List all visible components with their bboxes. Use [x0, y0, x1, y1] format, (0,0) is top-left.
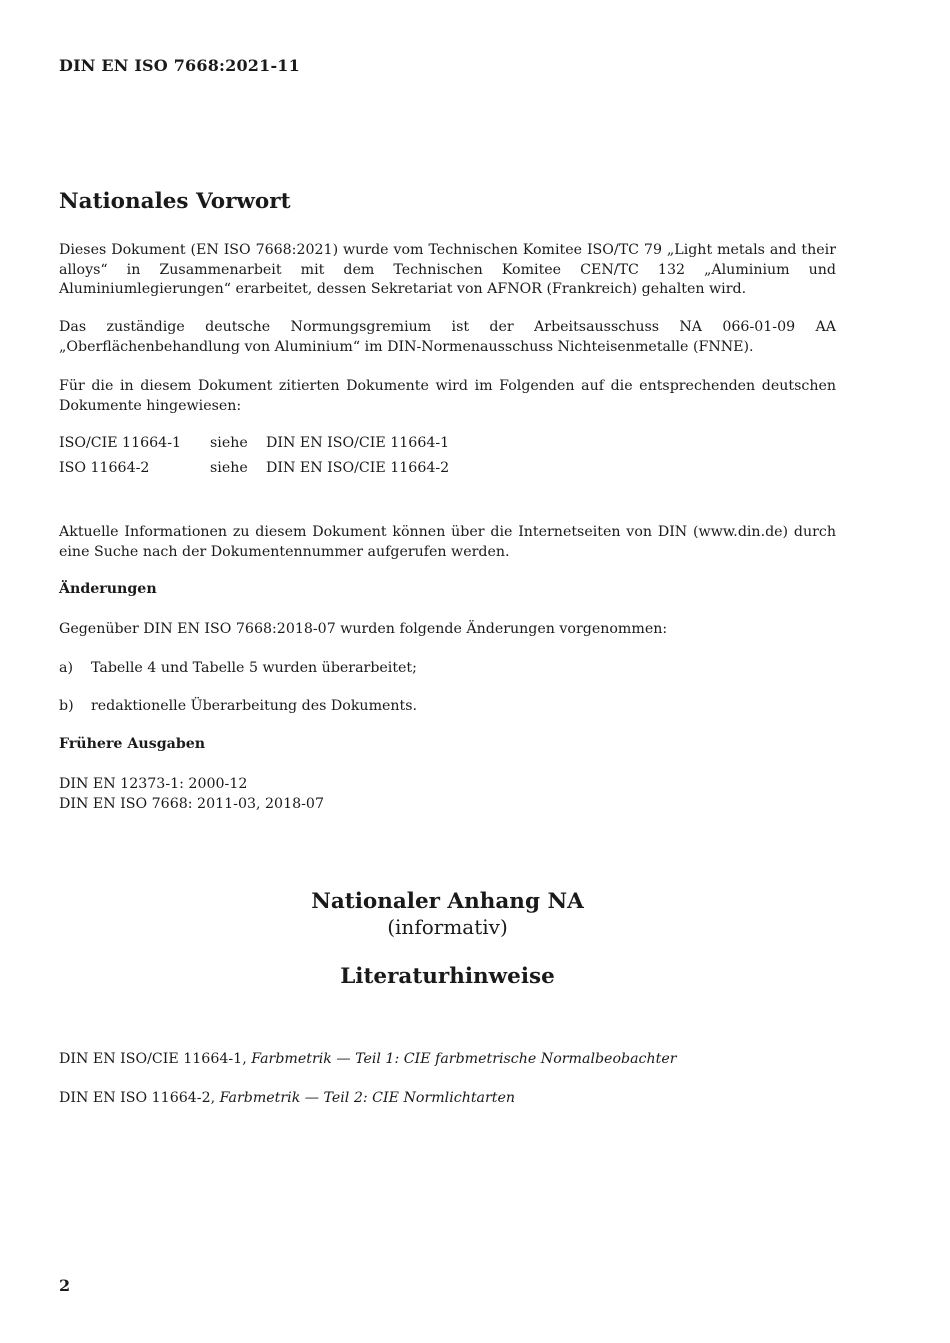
list-item-marker: a) [59, 660, 73, 676]
bibliography-entry [59, 1050, 677, 1070]
list-item-text: Tabelle 4 und Tabelle 5 wurden überarbeitet; [91, 660, 417, 676]
bibliography-title-text: Farbmetrik — Teil 1: CIE farbmetrische Normalbeobachter [251, 1051, 677, 1067]
list-item-text: redaktionelle Überarbeitung des Dokuments. [91, 698, 418, 714]
paragraph-line: Für die in diesem Dokument zitierten Dokumente wird im Folgenden auf die entsprechenden deutschen [59, 378, 836, 394]
bibliography-ref: DIN EN ISO 11664-2, [59, 1090, 220, 1106]
reference-target: DIN EN ISO/CIE 11664-1 [266, 435, 450, 451]
annex-subtitle: (informativ) [387, 915, 508, 939]
bibliography-title-text: Farbmetrik — Teil 2: CIE Normlichtarten [219, 1090, 516, 1106]
document-header-id: DIN EN ISO 7668:2021-11 [59, 56, 300, 75]
paragraph-line: Aluminiumlegierungen“ erarbeitet, dessen Sekretariat von AFNOR (Frankreich) gehalten wird. [59, 281, 747, 297]
paragraph-line: Das zuständige deutsche Normungsgremium ist der Arbeitsausschuss NA 066-01-09 AA [59, 319, 836, 335]
list-item-marker: b) [59, 698, 74, 714]
reference-source: ISO 11664-2 [59, 460, 150, 476]
paragraph-line: eine Suche nach der Dokumentennummer aufgerufen werden. [59, 543, 510, 560]
paragraph-line: Dokumente hingewiesen: [59, 397, 242, 414]
reference-target: DIN EN ISO/CIE 11664-2 [266, 460, 450, 476]
document-page [59, 0, 836, 1343]
previous-edition-line: DIN EN 12373-1: 2000-12 [59, 776, 248, 792]
previous-editions-heading: Frühere Ausgaben [59, 736, 206, 752]
previous-editions-list [59, 775, 836, 814]
list-item [59, 659, 417, 679]
previous-edition-line: DIN EN ISO 7668: 2011-03, 2018-07 [59, 795, 324, 812]
changes-heading: Änderungen [59, 581, 157, 597]
reference-relation: siehe [210, 460, 248, 476]
list-item [59, 697, 417, 717]
foreword-paragraph-3 [59, 377, 836, 416]
paragraph-line: „Oberflächenbehandlung von Aluminium“ im DIN-Normenausschuss Nichteisenmetalle (FNNE). [59, 338, 754, 355]
bibliography-ref: DIN EN ISO/CIE 11664-1, [59, 1051, 252, 1067]
annex-title: Nationaler Anhang NA [311, 889, 584, 914]
foreword-paragraph-4 [59, 523, 836, 562]
reference-source: ISO/CIE 11664-1 [59, 435, 182, 451]
paragraph-line: Aktuelle Informationen zu diesem Dokument können über die Internetseiten von DIN (www.din.de) durch [59, 524, 836, 540]
bibliography-title: Literaturhinweise [340, 964, 555, 989]
paragraph-line: Dieses Dokument (EN ISO 7668:2021) wurde vom Technischen Komitee ISO/TC 79 „Light metals and their [59, 242, 836, 258]
reference-row [59, 435, 449, 460]
foreword-paragraph-1 [59, 241, 836, 300]
reference-relation: siehe [210, 435, 248, 451]
reference-table [59, 435, 449, 485]
foreword-paragraph-2 [59, 318, 836, 357]
reference-row [59, 460, 449, 485]
bibliography-entry [59, 1089, 515, 1109]
foreword-title: Nationales Vorwort [59, 189, 291, 214]
paragraph-line: alloys“ in Zusammenarbeit mit dem Technischen Komitee CEN/TC 132 „Aluminium und [59, 261, 836, 278]
changes-intro: Gegenüber DIN EN ISO 7668:2018-07 wurden folgende Änderungen vorgenommen: [59, 621, 668, 637]
page-number: 2 [59, 1276, 71, 1295]
